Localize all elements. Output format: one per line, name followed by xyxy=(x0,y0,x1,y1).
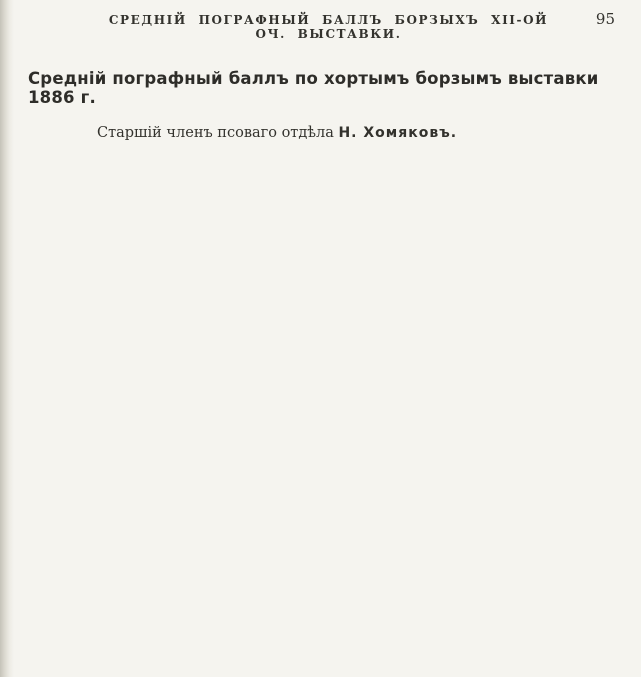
page-footer xyxy=(97,125,641,141)
section-title: Средній пографный баллъ по хортымъ борзымъ выставки 1886 г. xyxy=(28,69,599,107)
page-title: СРЕДНІЙ ПОГРАФНЫЙ БАЛЛЪ БОРЗЫХЪ XII-ОЙ ОЧ. ВЫСТАВКИ. xyxy=(108,13,549,41)
footer-text: Старшій членъ псоваго отдѣла xyxy=(97,125,334,141)
footer-signature: Н. Хомяковъ. xyxy=(338,125,458,141)
page-number: 95 xyxy=(595,10,615,28)
page-header xyxy=(0,0,641,41)
scan-page-edge xyxy=(0,0,14,677)
